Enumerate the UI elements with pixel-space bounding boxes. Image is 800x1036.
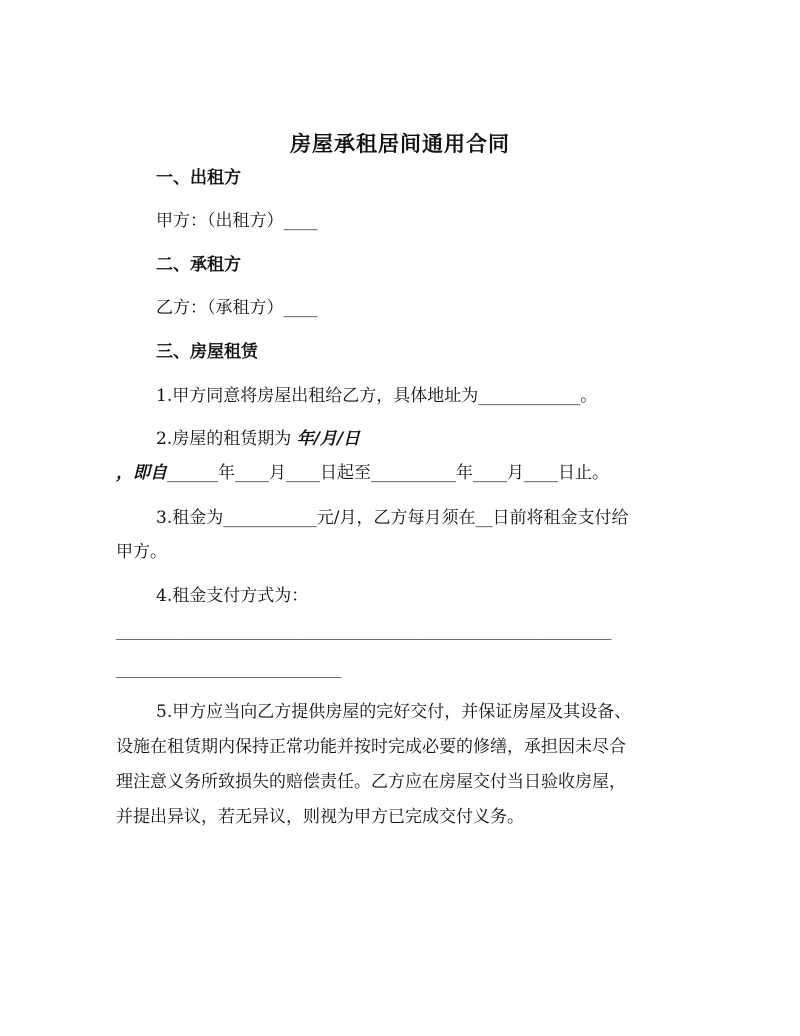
clause-4-blank-line2: ______________________________ xyxy=(116,659,341,678)
party-b-line: 乙方：（承租方）____ xyxy=(156,298,318,318)
clause-5-line2: 设施在租赁期内保持正常功能并按时完成必要的修缮，承担因未尽合 xyxy=(116,737,626,757)
clause-2-term xyxy=(156,427,360,451)
clause-4-payment-label: 4.租金支付方式为： xyxy=(156,586,309,606)
clause-5-line3: 理注意义务所致损失的赔偿责任。乙方应在房屋交付当日验收房屋， xyxy=(116,772,626,792)
section-heading-lease: 三、房屋租赁 xyxy=(156,342,258,362)
clause-5-line4: 并提出异议，若无异议，则视为甲方已完成交付义务。 xyxy=(116,807,524,827)
section-heading-lessor: 一、出租方 xyxy=(156,168,241,188)
party-a-line: 甲方：（出租方）____ xyxy=(156,211,318,231)
clause-2-date-format: 年/月/日 xyxy=(296,429,361,449)
clause-1-address: 1.甲方同意将房屋出租给乙方，具体地址为____________。 xyxy=(156,386,598,406)
clause-3-rent-line2: 甲方。 xyxy=(116,542,167,562)
document-title: 房屋承租居间通用合同 xyxy=(290,131,510,156)
clause-5-line1: 5.甲方应当向乙方提供房屋的完好交付，并保证房屋及其设备、 xyxy=(156,702,632,722)
clause-3-rent-line1: 3.租金为___________元/月，乙方每月须在__日前将租金支付给 xyxy=(156,508,629,528)
section-heading-lessee: 二、承租方 xyxy=(156,255,241,275)
clause-2-period xyxy=(116,461,609,485)
clause-2-period-prefix: ，即自 xyxy=(116,463,167,483)
clause-2-period-dates: ______年____月____日起至__________年____月____日止。 xyxy=(167,463,609,483)
clause-4-blank-line1: __________________________________________________________________ xyxy=(116,621,611,640)
clause-2-term-label: 2.房屋的租赁期为 xyxy=(156,429,297,449)
